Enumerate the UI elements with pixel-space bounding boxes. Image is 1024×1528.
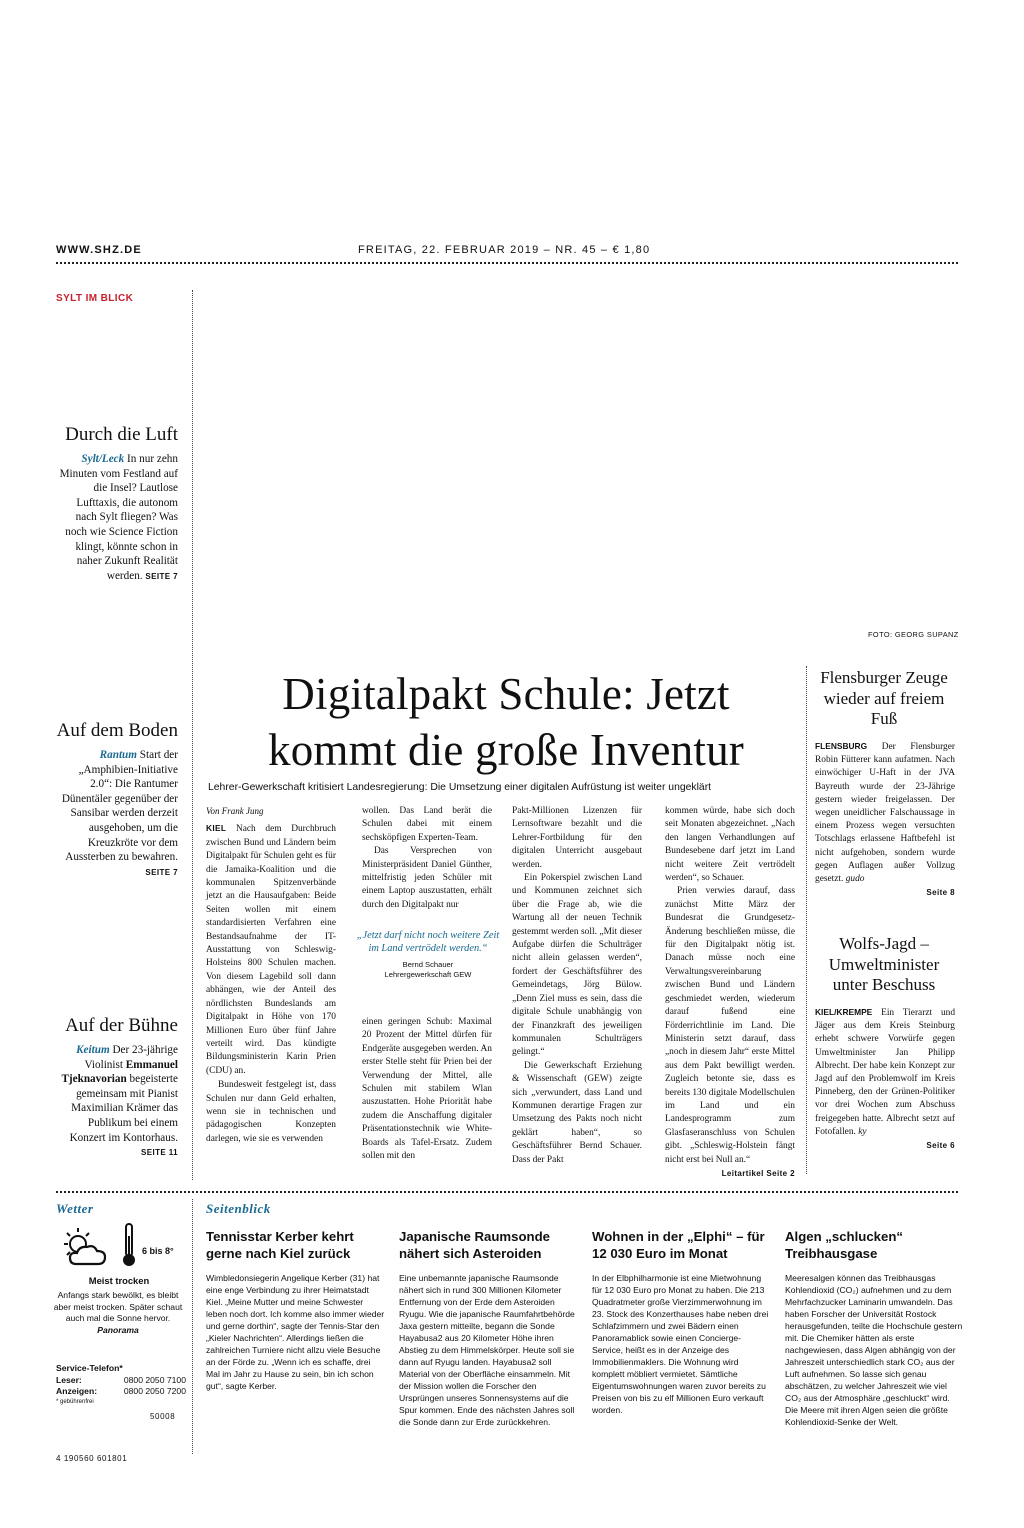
weather-text: Anfangs stark bewölkt, es bleibt aber meist trocken. Später schaut auch mal die Sonne hervor. Panorama [53, 1290, 183, 1335]
page-reference: Seite 6 [926, 1141, 955, 1151]
page-reference: SEITE 7 [145, 867, 178, 877]
sylt-item-body: Keitum Der 23-jährige Violinist Emmanuel Tjeknavorian begeisterte gemeinsam mit Pianist Maximilian Krämer das Publikum bei einem Konzert im Kontorhaus. SEITE 11 [61, 1044, 178, 1158]
seitenblick-body: Wimbledonsiegerin Angelique Kerber (31) hat eine enge Verbindung zu ihrer Heimatstadt Kiel. „Meine Mutter und meine Schwester leben noch dort. Ich komme also immer wieder und gerne dorthin“, sagte der Tennis-Star den „Kieler Nachrichten“. Allerdings ließen die zahlreichen Turniere nicht allzu viele Besuche an der Förde zu. „Wenn ich es schaffe, drei Mal im Jahr zu Hause zu sein, bin ich schon gut“, sagte Kerber. [206, 1273, 385, 1391]
sylt-item-title: Auf dem Boden [56, 720, 178, 741]
sylt-item-title: Auf der Bühne [65, 1015, 178, 1036]
main-headline: Digitalpakt Schule: Jetzt kommt die große Inventur [268, 669, 744, 775]
article-column-2-bottom: einen geringen Schub: Maximal 20 Prozent der Mittel dürfen für Endgeräte ausgegeben werden. An erster Stelle steht für Prien bei der Verwendung der Mittel, alle Schulen mit stabilem Wlan auszustatten. Hohe Priorität habe zudem die Anschaffung digitaler Präsentationstechnik wie White-Boards als Tafel-Ersatz. Zudem sollen mit den [362, 1017, 492, 1162]
sylt-item-kicker: Sylt/Leck [81, 453, 125, 465]
page-reference: SEITE 7 [145, 571, 178, 581]
photo-credit: FOTO: GEORG SUPANZ [868, 630, 959, 639]
article-column-4: kommen würde, habe sich doch seit Monaten abgezeichnet. „Nach den langen Verhandlungen auf Bundesebene darf jetzt im Land nicht weitere Zeit vertrödelt werden“, so Schauer. Prien verwies darauf, dass zunächst Mitte März der Bundesrat die Grundgesetz-Änderung beschließen müsse, die für den Digitalpakt nötig ist. Danach müsse noch eine Verwaltungsvereinbarung zwischen Bund und Ländern geschmiedet werden, wiederum darauf fußend eine Förderrichtlinie im Land. Die Ministerin setzt darauf, dass „noch in diesem Jahr“ erste Mittel aus dem Pakt bewilligt werden. Zugleich betonte sie, dass es bereits 130 digitale Modellschulen im Land und ein Landesprogramm zum Glasfaseranschluss von Schulen gibt. „Schleswig-Holstein fängt nicht erst bei Null an.“ Leitartikel Seite 2 [665, 806, 795, 1178]
reader-phone-number[interactable]: 0800 2050 7100 [123, 1374, 186, 1385]
bottom-rule [56, 1191, 958, 1193]
site-url[interactable]: WWW.SHZ.DE [56, 244, 142, 256]
seitenblick-body: Eine unbemannte japanische Raumsonde nähert sich in rund 300 Millionen Kilometer Entfernung von der Erde dem Asteroiden Ryugu. Wie die japanische Raumfahrtbehörde Jaxa gestern mitteilte, begann die Sonde Hayabusa2 aus 20 Kilometer Höhe ihren Abstieg zu dem Himmelskörper. Heute soll sie dann auf Ryugu landen. Hayabusa2 soll Material von der Oberfläche einsammeln. Mit der Mission wollen die Forscher den Ursprüngen unseres Sonnensystems auf die Spur kommen. Ende des nächsten Jahres soll die Sonde dann zur Erde zurückkehren. [399, 1273, 575, 1427]
seitenblick-title: Japanische Raumsonde nähert sich Asteroiden [399, 1229, 550, 1261]
weather-headline: Meist trocken [88, 1275, 150, 1286]
page-reference: Panorama [97, 1324, 139, 1335]
weather-label: Wetter [56, 1201, 94, 1216]
seitenblick-body: In der Elbphilharmonie ist eine Mietwohnung für 12 030 Euro pro Monat zu haben. Die 213 Quadratmeter große Vierzimmerwohnung im 23. Stock des Konzerthauses habe neben drei Schlafzimmern und zwei Bädern einen Panoramablick sowie einen Concierge-Service, heißt es in der Anzeige des Immobilienmaklers. Die Wohnung wird komplett möbliert vermietet. Sämtliche Eigentumswohnungen waren zuvor bereits zu Preisen von bis zu elf Millionen Euro verkauft worden. [592, 1273, 769, 1415]
issue-code: 50008 [150, 1412, 176, 1421]
seitenblick-title: Tennisstar Kerber kehrt gerne nach Kiel zurück [206, 1229, 354, 1261]
seitenblick-body: Meeresalgen können das Treibhausgas Kohlendioxid (CO₂) aufnehmen und zu dem Mehrfachzucker Laminarin umwandeln. Das haben Forscher der Universität Rostock herausgefunden, teilte die Hochschule gestern mit. Die Chemiker hätten als erste nachgewiesen, dass Algen abhängig von der Jahreszeit unterschiedlich stark CO₂ aus der Luft aufnehmen. So lasse sich genau abschätzen, zu welcher Jahreszeit wie viel CO₂ aus der Atmosphäre „geschluckt“ wird. Die Meere mit ihren Algen seien die größte Kohlendioxid-Senke der Welt. [785, 1273, 963, 1427]
sun-cloud-icon [60, 1226, 112, 1270]
article-column-2-top: wollen. Das Land berät die Schulen dabei mit einem sechsköpfigen Experten-Team. Das Versprechen von Ministerpräsident Daniel Günther, mittelfristig jeden Schüler mit einem Laptop auszustatten, erhält durch den Digitalpakt nur [362, 806, 492, 910]
weather-column-rule [192, 1199, 193, 1454]
service-phone-block: Service-Telefon* Leser: 0800 2050 7100 Anzeigen: 0800 2050 7200 * gebührenfrei [56, 1363, 186, 1405]
seitenblick-title: Algen „schlucken“ Treibhausgase [785, 1229, 903, 1261]
weather-temperature: 6 bis 8° [142, 1246, 174, 1256]
right-article-body: KIEL/KREMPE Ein Tierarzt und Jäger aus dem Kreis Steinburg erhebt schwere Vorwürfe gegen Umweltminister Jan Philipp Albrecht. Der habe kein Konzept zur Jagd auf den Problemwolf im Kreis Pinneberg, den der Grünen-Politiker vor drei Wochen zum Abschuss freigegeben hatte. Albrecht setzt auf Fotofallen. ky Seite 6 [815, 1007, 956, 1151]
dateline: FREITAG, 22. FEBRUAR 2019 – NR. 45 – € 1,80 [358, 244, 651, 256]
right-column-rule [806, 666, 807, 1174]
sylt-item-body: Rantum Start der „Amphibien-Initiative 2.0“: Die Rantumer Dünentäler gegenüber der Sansibar werden derzeit ausgehoben, um die Kreuzkröte vor dem Aussterben zu bewahren. SEITE 7 [61, 749, 178, 877]
sylt-item-title: Durch die Luft [65, 424, 178, 445]
sylt-item-kicker: Keitum [76, 1044, 110, 1056]
pull-quote: „Jetzt darf nicht noch weitere Zeit im Land vertrödelt werden.“ Bernd Schauer Lehrergewerkschaft GEW [356, 930, 500, 979]
seitenblick-label: Seitenblick [206, 1201, 271, 1216]
page-reference: Seite 8 [926, 888, 955, 898]
right-article-title: Flensburger Zeuge wieder auf freiem Fuß [820, 668, 948, 728]
ads-phone-number[interactable]: 0800 2050 7200 [123, 1386, 186, 1396]
seitenblick-title: Wohnen in der „Elphi“ – für 12 030 Euro im Monat [592, 1229, 765, 1261]
page-reference: SEITE 11 [141, 1148, 178, 1158]
page-reference: Leitartikel Seite 2 [721, 1168, 795, 1178]
main-subheadline: Lehrer-Gewerkschaft kritisiert Landesregierung: Die Umsetzung einer digitalen Aufrüstung ist weiter ungeklärt [208, 782, 712, 793]
right-article-body: FLENSBURG Der Flensburger Robin Fütterer kann aufatmen. Nach einwöchiger U-Haft in der JVA Bayreuth wurde der 23-Jährige gestern wieder freigelassen. Der wegen uneidlicher Falschaussage in einem Prozess wegen versuchten Totschlags erlassene Haftbefehl ist nicht aufgehoben, sondern wurde gegen Auflagen außer Vollzug gesetzt. gudo Seite 8 [815, 741, 956, 898]
article-column-1: Von Frank Jung KIEL Nach dem Durchbruch zwischen Bund und Ländern beim Digitalpakt für Schulen geht es für die Jamaika-Koalition und die kommunalen Spitzenverbände jetzt an die Hausaufgaben: Beide Seiten wollen mit einem standardisierten Verfahren eine Bestandsaufnahme der IT-Ausstattung von Schleswig-Holsteins 800 Schulen machen. Von diesem Lagebild soll dann abhängen, wie der Anteil des nördlichsten Bundeslands am Digitalpakt in Höhe von 170 Millionen Euro über fünf Jahre verteilt wird. Das kündigte Bildungsministerin Karin Prien (CDU) an. Bundesweit festgelegt ist, dass Schulen nur dann Geld erhalten, wenn sie in technischen und pädagogischen Konzepten darlegen, wie sie es verwenden [206, 806, 336, 1144]
thermometer-icon [120, 1222, 138, 1268]
byline: Von Frank Jung [206, 806, 264, 816]
sylt-item-kicker: Rantum [99, 749, 137, 761]
section-label-sylt: SYLT IM BLICK [56, 293, 134, 304]
right-article-title: Wolfs-Jagd – Umweltminister unter Beschuss [828, 934, 940, 994]
barcode-number: 4 190560 601801 [56, 1454, 128, 1463]
top-rule [56, 262, 958, 264]
article-column-3: Pakt-Millionen Lizenzen für Lernsoftware bezahlt und die Lehrer-Fortbildung für den digitalen Unterricht ausgebaut werden. Ein Pokerspiel zwischen Land und Kommunen zeichnet sich über die Frage ab, wie die Wartung all der neuen Technik gestemmt werden soll. „Mit dieser Aufgabe dürfen die Schulträger nicht allein gelassen werden“, fordert der Geschäftsführer des Gemeindetags, Jörg Bülow. „Denn Ziel muss es sein, dass die digitale Schule unabhängig von der Finanzkraft des jeweiligen kommunalen Schulträgers gelingt.“ Die Gewerkschaft Erziehung & Wissenschaft (GEW) zeigte sich „verwundert, dass Land und Kommunen derartige Fragen zur Umsetzung des Pakts noch nicht geklärt haben“, so Geschäftsführer Bernd Schauer. Dass der Pakt [512, 806, 642, 1165]
left-column-rule [192, 290, 193, 1180]
sylt-item-body: Sylt/Leck In nur zehn Minuten vom Festland auf die Insel? Lautlose Lufttaxis, die autonom nach Sylt fliegen? Was noch wie Science Fiction klingt, könnte schon in naher Zukunft Realität werden. SEITE 7 [59, 453, 178, 582]
